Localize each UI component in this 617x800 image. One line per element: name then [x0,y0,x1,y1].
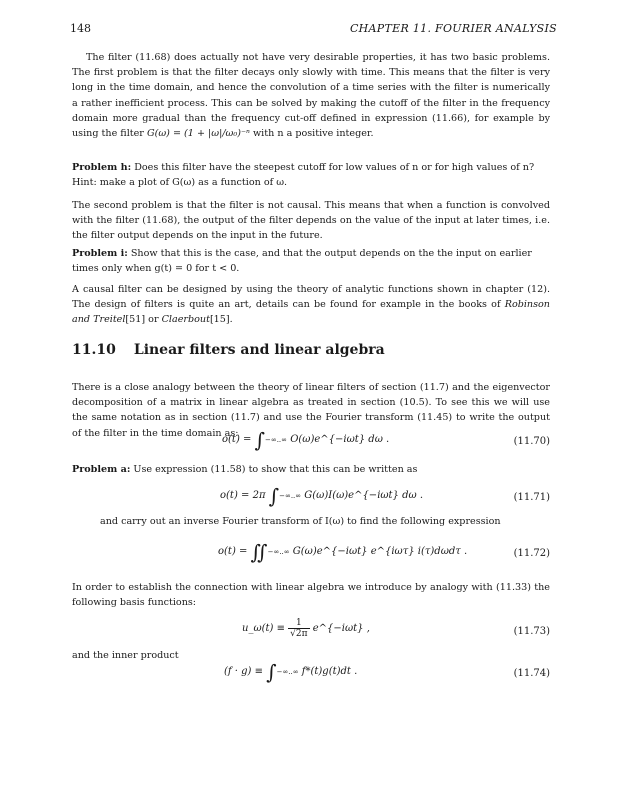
citation: [51] [125,314,146,326]
equation-lhs: o(t) = [222,434,252,445]
equation-lhs: (f · g) ≡ [224,666,263,677]
equation-lhs: o(t) = 2π [220,490,266,501]
paragraph-causal-filter-design [72,282,550,328]
problem-text: Does this filter have the steepest cutoff for low values of n or for high values of n? Hint: make a plot of G(ω) as a function of ω. [72,162,535,189]
paragraph-inverse-transform [100,514,550,529]
equation-lhs: o(t) = [218,546,248,557]
equation-11-72: o(t) = ∬−∞..∞ G(ω)e^{−iωt} e^{iωτ} i(τ)dωdτ . (11.72) [218,540,550,564]
paragraph-text: There is a close analogy between the theory of linear filters of section (11.7) and the eigenvector decomposition of a matrix in linear algebra as treated in section (10.5). To see this we will use the same notation as in section (11.7) and use the Fourier transform (11.45) to write the output of the filter in the time domain as: [72,382,550,439]
equation-rhs: G(ω)I(ω)e^{−iωt} dω . [304,490,424,501]
equation-rhs: G(ω)e^{−iωt} e^{iωτ} i(τ)dωdτ . [292,546,468,557]
fraction-1-sqrt-2pi: $\frac{1}{√2\pi}$ [290,618,308,639]
section-heading [72,342,385,358]
equation-number: (11.72) [513,548,550,559]
double-integral-sign: ∬ [250,540,268,564]
chapter-header: CHAPTER 11. FOURIER ANALYSIS [349,22,557,35]
paragraph-text: A causal filter can be designed by using the theory of analytic functions shown in chapter (12). The design of filters is quite an art, details can be found for example in the books of [72,284,550,311]
equation-11-71: o(t) = 2π ∫−∞..∞ G(ω)I(ω)e^{−iωt} dω . (11.71) [220,484,550,508]
problem-text: Use expression (11.58) to show that this can be written as [130,464,418,475]
problem-a [72,462,550,477]
paragraph-basis-functions [72,580,550,610]
paragraph-text: The second problem is that the filter is not causal. This means that when a function is convolved with the filter (11.68), the output of the filter depends on the value of the input at later times, i.e. the filter output depends on the input in the future. [72,200,550,242]
equation-number: (11.73) [513,626,550,637]
page-number: 148 [70,22,91,35]
paragraph-text: and carry out an inverse Fourier transform of I(ω) to find the following expression [100,516,501,527]
equation-11-73 [72,618,550,648]
equation-rhs: f*(t)g(t)dt . [301,666,358,677]
section-title: Linear filters and linear algebra [133,342,385,358]
section-number: 11.10 [72,342,116,358]
problem-text: Show that this is the case, and that the output depends on the the input on earlier times only when g(t) = 0 for t < 0. [72,248,532,275]
equation-11-74: (f · g) ≡ ∫−∞..∞ f*(t)g(t)dt . (11.74) [224,660,550,684]
paragraph-text: In order to establish the connection with linear algebra we introduce by analogy with (11.33) the following basis functions: [72,582,550,609]
equation-number: (11.70) [513,436,550,447]
integral-sign: ∫ [266,660,277,684]
paragraph-text: The filter (11.68) does actually not have very desirable properties, it has two basic problems. The first problem is that the filter decays only slowly with time. This means that the filter is very long in the time domain, and hence the convolution of a time series with the filter is numerically a rather inefficient process. This can be solved by making the cutoff of the filter in the frequency domain more gradual than the frequency cut-off defined in expression (11.66), for example by using the filter [72,52,550,140]
problem-h [72,160,550,190]
problem-label: Problem i: [72,248,128,259]
reference-claerbout: Claerbout [161,314,210,326]
integral-sign: ∫ [254,428,266,452]
problem-i [72,246,550,276]
integral-sign: ∫ [268,484,280,508]
equation-rhs: e^{−iωt} , [312,623,370,634]
paragraph-text: with n a positive integer. [249,128,374,140]
paragraph-causal [72,198,550,244]
paragraph-text: or [145,314,162,326]
filter-formula: G(ω) = (1 + |ω|/ω₀)⁻ⁿ [146,128,250,140]
paragraph-filter-problems [72,50,550,141]
paragraph-text: and the inner product [72,650,179,661]
equation-number: (11.71) [513,492,550,503]
problem-label: Problem h: [72,162,132,173]
reference-robinson: Robinson and Treitel [72,299,550,326]
equation-lhs: u_ω(t) ≡ [242,623,285,634]
equation-number: (11.74) [513,668,550,679]
equation-11-70: o(t) = ∫−∞..∞ O(ω)e^{−iωt} dω . (11.70) [222,428,550,452]
equation-rhs: O(ω)e^{−iωt} dω . [290,434,390,445]
problem-label: Problem a: [72,464,131,475]
citation: [15]. [209,314,233,326]
